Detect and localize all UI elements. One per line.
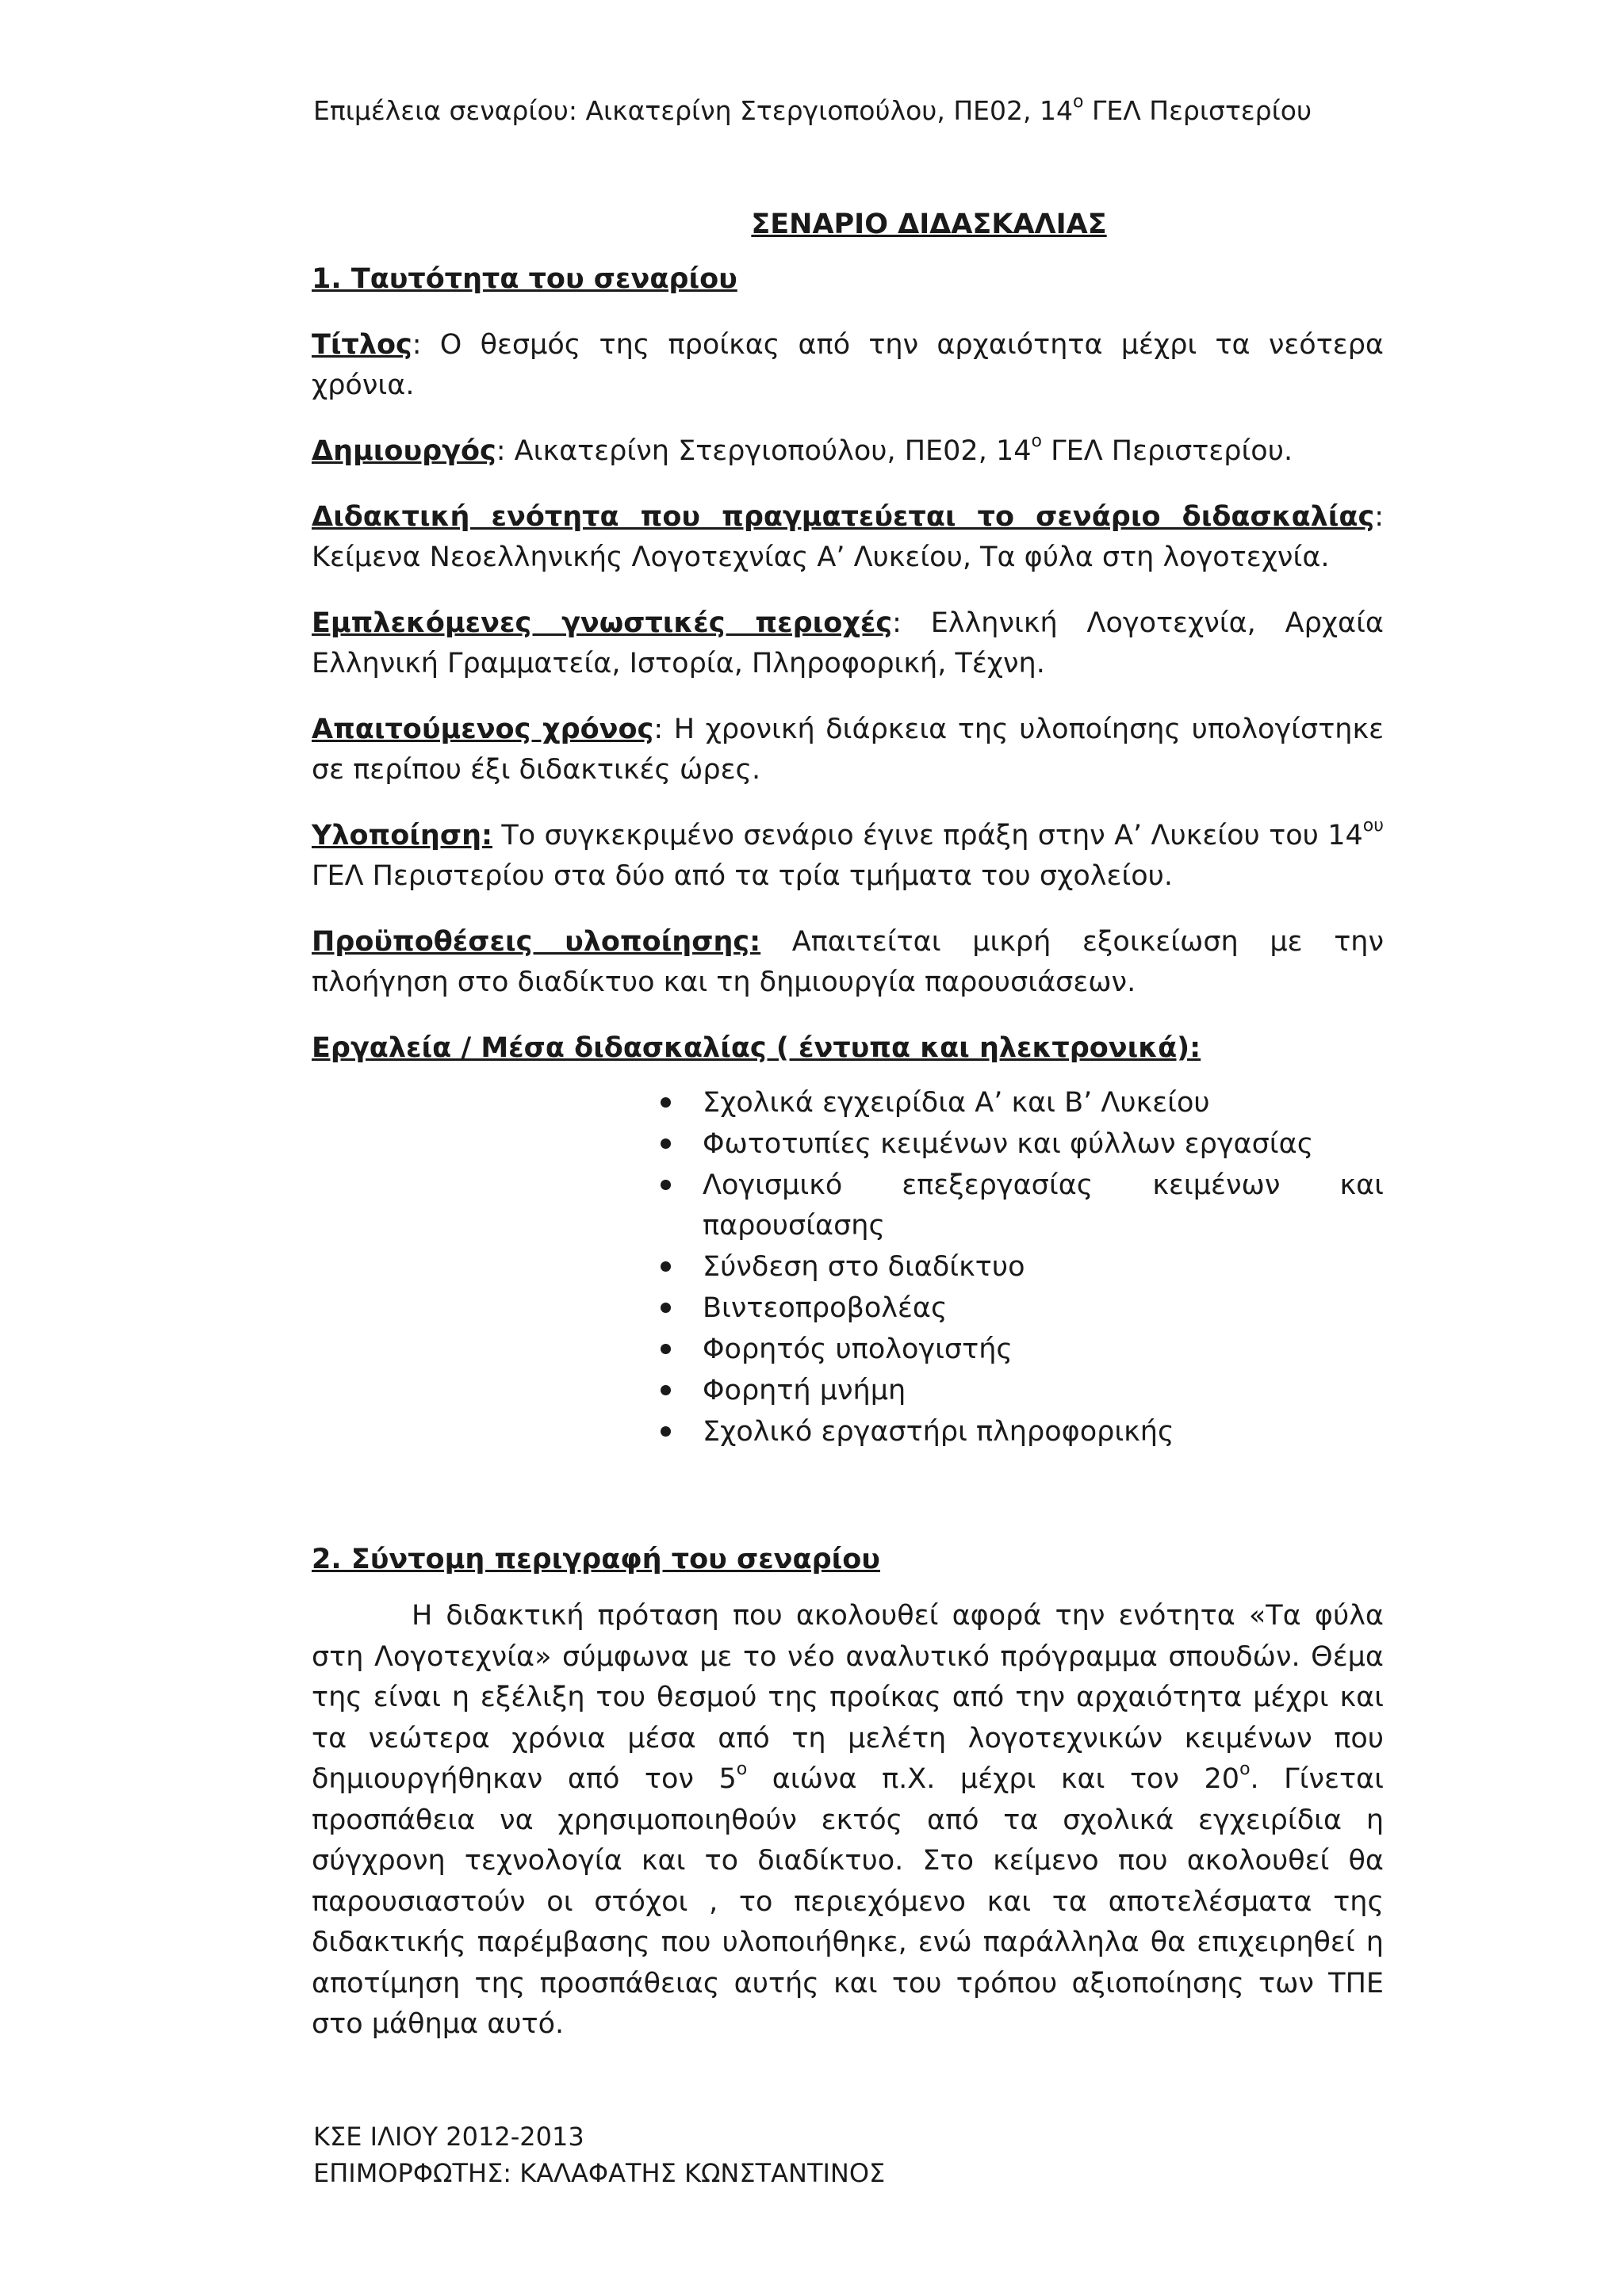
- tool-label: Φορητή μνήμη: [703, 1375, 906, 1406]
- field-implementation-value-after: ΓΕΛ Περιστερίου στα δύο από τα τρία τμήματα του σχολείου.: [312, 860, 1174, 892]
- footer-line-1: ΚΣΕ ΙΛΙΟΥ 2012-2013: [313, 2122, 584, 2152]
- page-footer: [313, 2118, 885, 2191]
- bullet-icon: [661, 1426, 671, 1437]
- section2-superscript-2: ο: [1239, 1759, 1251, 1780]
- field-unit: [312, 497, 1384, 578]
- section1-heading: 1. Ταυτότητα του σεναρίου: [312, 263, 737, 295]
- field-title-label: Τίτλος: [312, 329, 412, 361]
- section2-text-part1: Η διδακτική πρόταση που ακολουθεί αφορά την ενότητα «Τα φύλα στη Λογοτεχνία» σύμφωνα με το νέο αναλυτικό πρόγραμμα σπουδών. Θέμα της είναι η εξέλιξη του θεσμού της προίκας από την αρχαιότητα μέχρι και τα νεώτερα χρόνια μέσα από τη μελέτη λογοτεχνικών κειμένων που δημιουργήθηκαν από τον 5: [312, 1600, 1384, 1795]
- bullet-icon: [661, 1344, 671, 1354]
- field-time-value: : Η χρονική διάρκεια της υλοποίησης υπολογίστηκε σε περίπου έξι διδακτικές ώρες.: [312, 714, 1385, 786]
- bullet-icon: [661, 1097, 671, 1108]
- field-prerequisites: [312, 922, 1384, 1003]
- field-implementation: [312, 816, 1384, 897]
- field-tools-label: Εργαλεία / Μέσα διδασκαλίας ( έντυπα και ηλεκτρονικά):: [312, 1032, 1201, 1064]
- header-superscript: ο: [1073, 92, 1084, 112]
- field-areas-label: Εμπλεκόμενες γνωστικές περιοχές: [312, 607, 893, 639]
- list-item: [661, 1330, 1384, 1370]
- field-creator-value: : Αικατερίνη Στεργιοπούλου, ΠΕ02, 14: [496, 435, 1032, 467]
- tool-label: Λογισμικό επεξεργασίας κειμένων και παρουσίασης: [703, 1169, 1384, 1242]
- tool-label: Σύνδεση στο διαδίκτυο: [703, 1251, 1025, 1283]
- bullet-icon: [661, 1180, 671, 1190]
- list-item: [661, 1247, 1384, 1288]
- field-implementation-superscript: ου: [1362, 816, 1384, 836]
- tool-label: Σχολικό εργαστήρι πληροφορικής: [703, 1416, 1174, 1448]
- field-unit-value: : Κείμενα Νεοελληνικής Λογοτεχνίας Α’ Λυκείου, Τα φύλα στη λογοτεχνία.: [312, 501, 1384, 573]
- tools-list: [312, 1083, 1384, 1452]
- field-implementation-value: Το συγκεκριμένο σενάριο έγινε πράξη στην Α’ Λυκείου του 14: [492, 820, 1363, 851]
- section2-superscript-1: ο: [736, 1759, 748, 1780]
- tool-label: Βιντεοπροβολέας: [703, 1292, 948, 1324]
- field-creator: [312, 431, 1384, 472]
- footer-line-2: ΕΠΙΜΟΡΦΩΤΗΣ: ΚΑΛΑΦΑΤΗΣ ΚΩΝΣΤΑΝΤΙΝΟΣ: [313, 2158, 886, 2188]
- field-title-value: : Ο θεσμός της προίκας από την αρχαιότητα μέχρι τα νεότερα χρόνια.: [312, 329, 1384, 401]
- tool-label: Σχολικά εγχειρίδια Α’ και Β’ Λυκείου: [703, 1087, 1210, 1119]
- bullet-icon: [661, 1303, 671, 1313]
- field-unit-label: Διδακτική ενότητα που πραγματεύεται το σενάριο διδασκαλίας: [312, 501, 1375, 533]
- field-title: [312, 325, 1384, 406]
- page-header: [313, 94, 1312, 128]
- field-tools: [312, 1028, 1384, 1069]
- bullet-icon: [661, 1138, 671, 1149]
- field-prerequisites-value: Απαιτείται μικρή εξοικείωση με την πλοήγηση στο διαδίκτυο και τη δημιουργία παρουσιάσεων.: [312, 926, 1384, 998]
- section2-paragraph: [312, 1596, 1384, 2045]
- field-implementation-label: Υλοποίηση:: [312, 820, 492, 851]
- header-text: Επιμέλεια σεναρίου: Αικατερίνη Στεργιοπούλου, ΠΕ02, 14: [313, 95, 1073, 126]
- list-item: [661, 1288, 1384, 1329]
- section2-text-part3: . Γίνεται προσπάθεια να χρησιμοποιηθούν εκτός από τα σχολικά εγχειρίδια η σύγχρονη τεχνολογία και το διαδίκτυο. Στο κείμενο που ακολουθεί θα παρουσιαστούν οι στόχοι , το περιεχόμενο και τα αποτελέσματα της διδακτικής παρέμβασης που υλοποιήθηκε, ενώ παράλληλα θα επιχειρηθεί η αποτίμηση της προσπάθειας αυτής και του τρόπου αξιοποίησης των ΤΠΕ στο μάθημα αυτό.: [312, 1763, 1384, 2040]
- section2-heading: 2. Σύντομη περιγραφή του σεναρίου: [312, 1544, 880, 1575]
- document-title: ΣΕΝΑΡΙΟ ΔΙΔΑΣΚΑΛΙΑΣ: [751, 209, 1107, 240]
- bullet-icon: [661, 1385, 671, 1395]
- field-creator-label: Δημιουργός: [312, 435, 496, 467]
- field-time-label: Απαιτούμενος χρόνος: [312, 714, 654, 745]
- section2-text-part2: αιώνα π.Χ. μέχρι και τον 20: [747, 1763, 1240, 1795]
- tool-label: Φορητός υπολογιστής: [703, 1334, 1013, 1365]
- field-areas: [312, 603, 1384, 684]
- field-prerequisites-label: Προϋποθέσεις υλοποίησης:: [312, 926, 761, 958]
- list-item: [661, 1371, 1384, 1411]
- list-item: [661, 1165, 1384, 1246]
- field-creator-value-after: ΓΕΛ Περιστερίου.: [1041, 435, 1293, 467]
- list-item: [661, 1083, 1384, 1123]
- tool-label: Φωτοτυπίες κειμένων και φύλλων εργασίας: [703, 1128, 1314, 1160]
- field-time: [312, 710, 1384, 790]
- bullet-icon: [661, 1261, 671, 1272]
- field-creator-superscript: ο: [1031, 431, 1042, 452]
- list-item: [661, 1124, 1384, 1165]
- field-areas-value: : Ελληνική Λογοτεχνία, Αρχαία Ελληνική Γραμματεία, Ιστορία, Πληροφορική, Τέχνη.: [312, 607, 1384, 679]
- header-text-after: ΓΕΛ Περιστερίου: [1083, 95, 1312, 126]
- document-body: [312, 205, 1384, 2045]
- list-item: [661, 1412, 1384, 1452]
